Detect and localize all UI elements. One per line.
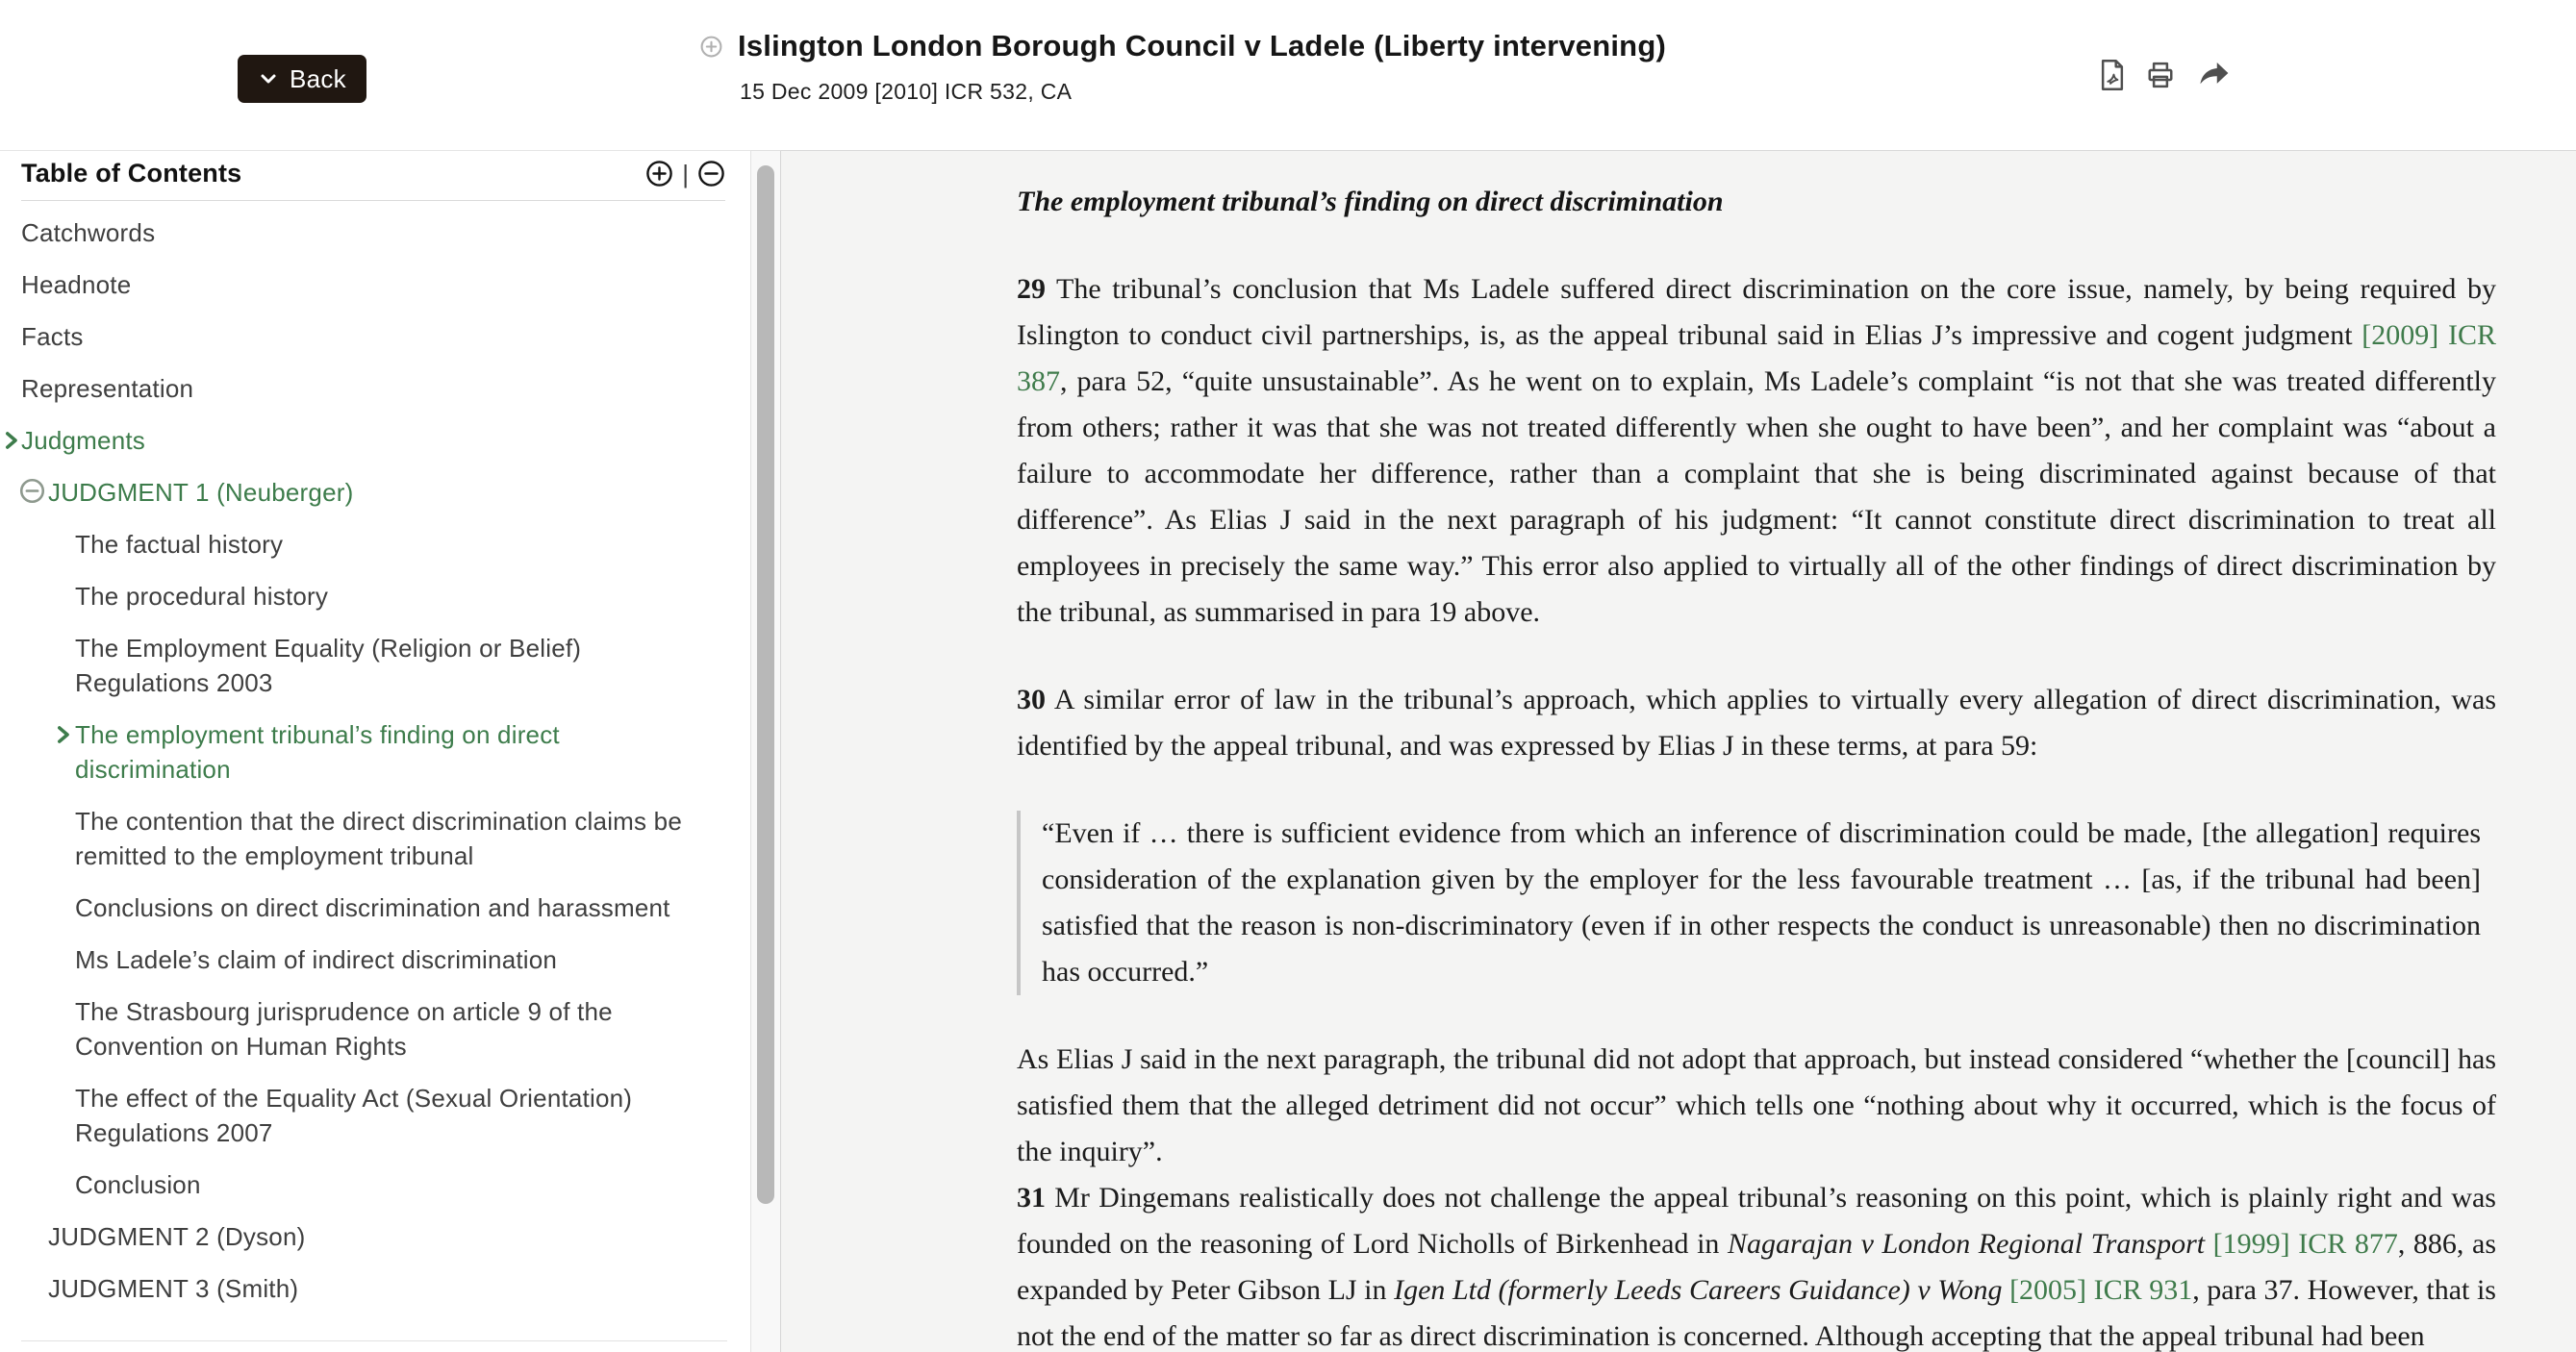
pdf-download-icon[interactable] [2099, 60, 2126, 90]
toc-item-label: JUDGMENT 1 (Neuberger) [48, 478, 354, 507]
toc-item-label: The procedural history [75, 582, 329, 611]
circled-plus-icon[interactable] [699, 35, 723, 59]
header-actions [2099, 60, 2230, 90]
toc-item-label: Facts [21, 322, 84, 351]
toc-item-headnote[interactable] [0, 267, 695, 302]
toc-item-label: Conclusions on direct discrimination and harassment [75, 893, 670, 922]
chevron-down-icon [258, 68, 279, 89]
title-row [699, 29, 1666, 63]
toc-item-label: The factual history [75, 530, 284, 559]
toc-item-procedural-history[interactable] [0, 579, 700, 613]
citation-link-1999-icr-877[interactable]: [1999] ICR 877 [2212, 1228, 2398, 1260]
toc-item-label: JUDGMENT 3 (Smith) [48, 1274, 299, 1303]
paragraph-31 [1017, 1175, 2496, 1352]
para-text: , para 52, “quite unsustainable”. As he went on to explain, Ms Ladele’s complaint “is not that she was treated differently from others; rather it was that she was not treated differently when she ought to have been”, and her complaint was “about a failure to accommodate her difference, rather than a complaint that she is being discriminated against because of that difference”. As Elias J said in the next paragraph of his judgment: “It cannot constitute direct discrimination to treat all employees in precisely the same way.” This error also applied to virtually all of the other findings of direct discrimination by the tribunal, as summarised in para 19 above. [1017, 365, 2496, 628]
toc-item-facts[interactable] [0, 319, 695, 354]
toc-item-label: Ms Ladele’s claim of indirect discrimination [75, 945, 558, 974]
para-text: A similar error of law in the tribunal’s approach, which applies to virtually every allegation of direct discrimination, was identified by the appeal tribunal, and was expressed by Elias J in these terms, at para 59: [1017, 684, 2496, 762]
toc-item-catchwords[interactable] [0, 215, 695, 250]
table-of-contents-panel [0, 150, 750, 1352]
para-text: , para 37. However, that is not the end of the matter so far as direct discrimination is concerned. Although accepting that the appeal tribunal had been [1017, 1274, 2496, 1352]
paragraph-29 [1017, 266, 2496, 636]
toc-item-label: Judgments [21, 426, 145, 455]
toc-item-label: The Employment Equality (Religion or Belief) Regulations 2003 [75, 634, 582, 697]
toc-item-label: The contention that the direct discrimination claims be remitted to the employment tribunal [75, 807, 682, 870]
toc-item-equality-act-regs-2007[interactable] [0, 1081, 700, 1150]
toc-bottom-divider [21, 1340, 727, 1341]
toc-item-label: JUDGMENT 2 (Dyson) [48, 1222, 306, 1251]
toc-item-judgment-3[interactable] [0, 1271, 702, 1306]
case-name-igen-v-wong: Igen Ltd (formerly Leeds Careers Guidance) v Wong [1394, 1274, 2010, 1306]
citation-link-2005-icr-931[interactable]: [2005] ICR 931 [2009, 1274, 2193, 1306]
case-name-nagarajan: Nagarajan v London Regional Transport [1728, 1228, 2213, 1260]
toc-tools-separator: | [682, 159, 689, 188]
chevron-right-icon [4, 427, 20, 462]
citation-link-2009-icr-387[interactable]: [2009] ICR 387 [1017, 319, 2496, 397]
header [0, 0, 2576, 150]
toc-item-label: Catchwords [21, 218, 156, 247]
toc-item-label: Conclusion [75, 1170, 201, 1199]
case-citation: 15 Dec 2009 [2010] ICR 532, CA [740, 79, 1073, 104]
judgment-text-column [1017, 151, 2496, 1352]
judgment-content-area [781, 150, 2576, 1352]
toc-item-contention-claims-remitted[interactable] [0, 804, 700, 873]
expand-all-icon[interactable] [645, 160, 673, 188]
toc-list [0, 201, 750, 1341]
back-button-label: Back [289, 63, 346, 93]
paragraph-30-continuation: As Elias J said in the next paragraph, the tribunal did not adopt that approach, but instead considered “whether the [council] has satisfied them that the alleged detriment did not occur” which tells one “nothing about why it occurred, which is the focus of the inquiry”. [1017, 1043, 2496, 1167]
sidebar-scrollbar-thumb[interactable] [757, 165, 774, 1204]
toc-item-label: Headnote [21, 270, 132, 299]
para-text: The tribunal’s conclusion that Ms Ladele suffered direct discrimination on the core issue, namely, by being required by Islington to conduct civil partnerships, is, as the appeal tribunal said in Elias J’s impressive and cogent judgment [1017, 273, 2496, 351]
page-title: Islington London Borough Council v Ladele (Liberty intervening) [738, 29, 1666, 63]
para-number: 31 [1017, 1182, 1046, 1214]
toc-tools [645, 160, 725, 188]
section-heading: The employment tribunal’s finding on direct discrimination [1017, 186, 1724, 217]
blockquote-elias-para-59: “Even if … there is sufficient evidence from which an inference of discrimination could be made, [the allegation] requires consideration of the explanation given by the employer for the less favourable treatment … [as, if the tribunal had been] satisfied that the reason is non-discriminatory (even if in other respects the conduct is unreasonable) then no discrimination has occurred.” [1017, 811, 2496, 995]
circled-minus-icon[interactable] [19, 478, 45, 513]
toc-item-conclusion[interactable] [0, 1167, 700, 1202]
toc-item-judgment-1[interactable] [0, 475, 750, 510]
toc-item-judgment-2[interactable] [0, 1219, 702, 1254]
para-text: Mr Dingemans realistically does not challenge the appeal tribunal’s reasoning on this point, which is plainly right and was founded on the reasoning of Lord Nicholls of Birkenhead in [1017, 1182, 2496, 1260]
share-arrow-icon[interactable] [2195, 61, 2230, 89]
toc-item-label: The Strasbourg jurisprudence on article 9 of the Convention on Human Rights [75, 997, 613, 1061]
toc-title: Table of Contents [21, 159, 242, 188]
toc-header [21, 151, 725, 201]
toc-item-conclusions-direct-discrimination[interactable] [0, 890, 700, 925]
para-text: , 886, as expanded by Peter Gibson LJ in [1017, 1228, 2497, 1306]
para-number: 30 [1017, 684, 1046, 715]
toc-item-representation[interactable] [0, 371, 695, 406]
toc-item-label: Representation [21, 374, 194, 403]
paragraph-30 [1017, 677, 2496, 769]
toc-item-indirect-discrimination-claim[interactable] [0, 942, 700, 977]
para-number: 29 [1017, 273, 1046, 305]
printer-icon[interactable] [2146, 61, 2175, 89]
toc-item-label: The effect of the Equality Act (Sexual Orientation) Regulations 2007 [75, 1084, 633, 1147]
toc-item-factual-history[interactable] [0, 527, 700, 562]
toc-item-label: The employment tribunal’s finding on direct discrimination [75, 720, 560, 784]
toc-item-employment-equality-regs-2003[interactable] [0, 631, 700, 700]
sidebar-scrollbar-track[interactable] [750, 150, 781, 1352]
collapse-all-icon[interactable] [697, 160, 725, 188]
toc-item-strasbourg-article-9[interactable] [0, 994, 700, 1064]
back-button[interactable] [238, 55, 366, 103]
toc-item-tribunal-finding-direct-discrimination[interactable] [0, 717, 700, 787]
chevron-right-icon [56, 721, 72, 756]
toc-item-judgments[interactable] [0, 423, 695, 458]
